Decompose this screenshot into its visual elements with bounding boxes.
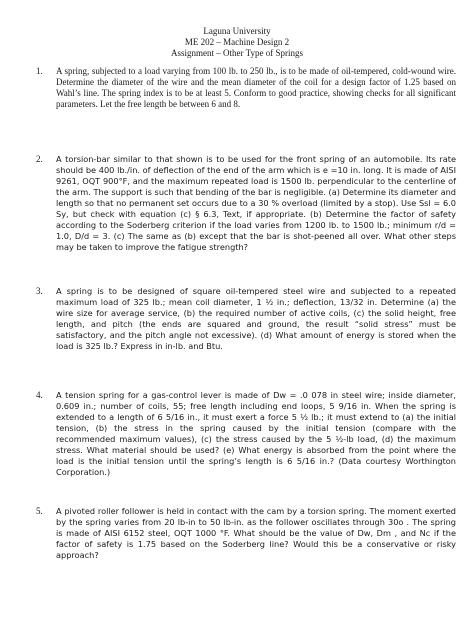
problem-text: A pivoted roller follower is held in contact with the cam by a torsion spring. The moment exerted by the spring varies from 20 lb-in to 50 lb-in. as the follower oscillates through 30o . The spring is made of AISI 6152 steel, OQT 1000 °F. What should be the value of Dw, Dm , and Nc if the factor of safety is 1.75 based on the Soderberg line? Would this be a conservative or risky approach? <box>56 506 456 560</box>
course-title: ME 202 – Machine Design 2 <box>184 37 290 47</box>
problem-text: A spring is to be designed of square oil-tempered steel wire and subjected to a repeated maximum load of 325 lb.; mean coil diameter, 1 ½ in.; deflection, 13/32 in. Determine (a) the wire size for average service, (b) the required number of active coils, (c) the solid height, free length, and pitch (the ends are squared and ground, the result “solid stress” must be satisfactory, and the pitch angle not excessive). (d) What amount of energy is stored when the load is 325 lb.? Express in in-lb. and Btu. <box>56 286 456 351</box>
problem-text: A torsion-bar similar to that shown is to be used for the front spring of an automobile. Its rate should be 400 lb./in. of deflection of the end of the arm which is e =10 in. long. It is made of AISI 9261, OQT 900°F, and the maximum repeated load is 1500 lb. perpendicular to the centerline of the arm. The support is such that bending of the bar is negligible. (a) Determine its diameter and length so that no permanent set occurs due to a 30 % overload (limited by a stop). Use Ssl = 6.0 Sy, but check with equation (c) § 6.3, Text, if appropriate. (b) Determine the factor of safety according to the Soderberg criterion if the load varies from 1200 lb. to 1500 lb.; minimum r/d = 1.0, D/d = 3. (c) The same as (b) except that the bar is shot-peened all over. What other steps may be taken to improve the fatigue strength? <box>56 154 456 252</box>
problem-text: A tension spring for a gas-control lever is made of Dw = .0 078 in steel wire; inside diameter, 0.609 in.; number of coils, 55; free length including end loops, 5 9/16 in. When the spring is extended to a length of 6 5/16 in., it must exert a force 5 ½ lb.; it must extend to (a) the initial tension, (b) the stress in the spring caused by the initial tension (compare with the recommended maximum values), (c) the stress caused by the 5 ½-lb load, (d) the maximum stress. What material should be used? (e) What energy is absorbed from the point where the load is the initial tension until the spring’s length is 6 5/16 in.? (Data courtesy Worthington Corporation.) <box>56 390 456 477</box>
problem-number: 3. <box>36 286 43 296</box>
problem-number: 4. <box>36 390 43 400</box>
document-header <box>0 26 474 59</box>
problem-text: A spring, subjected to a load varying from 100 lb. to 250 lb., is to be made of oil-tempered, cold-wound wire. Determine the diameter of the wire and the mean diameter of the coil for a design factor of 1.25 based on Wahl’s line. The spring index is to be at least 5. Conform to good practice, showing checks for all significant parameters. Let the free length be between 6 and 8. <box>56 66 456 109</box>
university-name: Laguna University <box>203 26 271 36</box>
problem-number: 5. <box>36 506 43 516</box>
problem-number: 1. <box>36 66 43 76</box>
assignment-title: Assignment – Other Type of Springs <box>171 48 303 58</box>
problem-number: 2. <box>36 154 43 164</box>
